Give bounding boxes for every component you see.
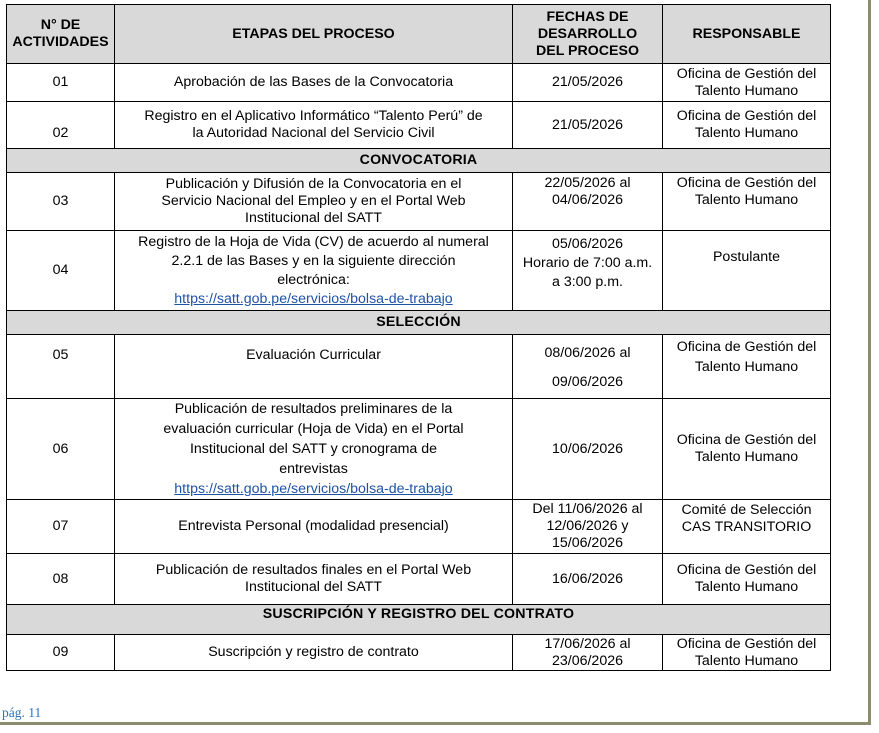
date-text: 22/05/2026 al 04/06/2026 xyxy=(513,173,663,231)
table-row xyxy=(7,500,831,554)
job-board-link[interactable]: https://satt.gob.pe/servicios/bolsa-de-trabajo xyxy=(174,481,453,497)
responsible-text: Oficina de Gestión del Talento Humano xyxy=(663,64,831,102)
table-row xyxy=(7,64,831,102)
activity-number: 07 xyxy=(7,500,115,554)
date-text: 21/05/2026 xyxy=(513,64,663,102)
responsible-text: Oficina de Gestión del Talento Humano xyxy=(663,399,831,500)
stage-text: Registro de la Hoja de Vida (CV) de acuerdo al numeral 2.2.1 de las Bases y en la siguiente dirección electrónica: https://satt.gob.pe/servicios/bolsa-de-trabajo xyxy=(115,231,513,311)
date-text: 16/06/2026 xyxy=(513,554,663,605)
activity-number: 02 xyxy=(7,102,115,149)
date-text: 10/06/2026 xyxy=(513,399,663,500)
stage-text: Aprobación de las Bases de la Convocatoria xyxy=(115,64,513,102)
stage-text: Registro en el Aplicativo Informático “Talento Perú” de la Autoridad Nacional del Servicio Civil xyxy=(115,102,513,149)
activity-number: 01 xyxy=(7,64,115,102)
header-stage: ETAPAS DEL PROCESO xyxy=(115,5,513,64)
stage-text: Publicación de resultados preliminares de la evaluación curricular (Hoja de Vida) en el Portal Institucional del SATT y cronograma de entrevistas https://satt.gob.pe/servicios/bolsa-de-trabajo xyxy=(115,399,513,500)
job-board-link[interactable]: https://satt.gob.pe/servicios/bolsa-de-trabajo xyxy=(174,290,453,307)
section-row-suscripcion xyxy=(7,605,831,635)
header-responsible: RESPONSABLE xyxy=(663,5,831,64)
header-activity-number: N° DE ACTIVIDADES xyxy=(7,5,115,64)
table-header-row xyxy=(7,5,831,64)
responsible-text: Oficina de Gestión del Talento Humano xyxy=(663,102,831,149)
date-text: Del 11/06/2026 al 12/06/2026 y 15/06/2026 xyxy=(513,500,663,554)
section-row-seleccion xyxy=(7,311,831,335)
date-text: 21/05/2026 xyxy=(513,102,663,149)
table-row xyxy=(7,399,831,500)
activity-number: 05 xyxy=(7,335,115,399)
activity-number: 04 xyxy=(7,231,115,311)
activity-number: 03 xyxy=(7,173,115,231)
stage-text: Publicación y Difusión de la Convocatoria en el Servicio Nacional del Empleo y en el Portal Web Institucional del SATT xyxy=(115,173,513,231)
responsible-text: Comité de Selección CAS TRANSITORIO xyxy=(663,500,831,554)
responsible-text: Oficina de Gestión del Talento Humano xyxy=(663,635,831,671)
table-row xyxy=(7,554,831,605)
responsible-text: Oficina de Gestión del Talento Humano xyxy=(663,554,831,605)
section-title: SUSCRIPCIÓN Y REGISTRO DEL CONTRATO xyxy=(7,605,831,635)
activity-number: 09 xyxy=(7,635,115,671)
stage-text: Entrevista Personal (modalidad presencial) xyxy=(115,500,513,554)
activity-number: 08 xyxy=(7,554,115,605)
table-row xyxy=(7,231,831,311)
header-dates: FECHAS DE DESARROLLO DEL PROCESO xyxy=(513,5,663,64)
section-title: CONVOCATORIA xyxy=(7,149,831,173)
table-row xyxy=(7,173,831,231)
responsible-text: Postulante xyxy=(663,231,831,311)
section-row-convocatoria xyxy=(7,149,831,173)
stage-text: Publicación de resultados finales en el Portal Web Institucional del SATT xyxy=(115,554,513,605)
page-number: pág. 11 xyxy=(2,705,42,720)
table-row xyxy=(7,635,831,671)
responsible-text: Oficina de Gestión del Talento Humano xyxy=(663,173,831,231)
date-text: 08/06/2026 al 09/06/2026 xyxy=(513,335,663,399)
responsible-text: Oficina de Gestión del Talento Humano xyxy=(663,335,831,399)
stage-text: Suscripción y registro de contrato xyxy=(115,635,513,671)
schedule-table xyxy=(6,4,831,671)
date-text: 17/06/2026 al 23/06/2026 xyxy=(513,635,663,671)
activity-number: 06 xyxy=(7,399,115,500)
table-row xyxy=(7,102,831,149)
stage-text: Evaluación Curricular xyxy=(115,335,513,399)
date-text: 05/06/2026 Horario de 7:00 a.m. a 3:00 p.m. xyxy=(513,231,663,311)
section-title: SELECCIÓN xyxy=(7,311,831,335)
table-row xyxy=(7,335,831,399)
